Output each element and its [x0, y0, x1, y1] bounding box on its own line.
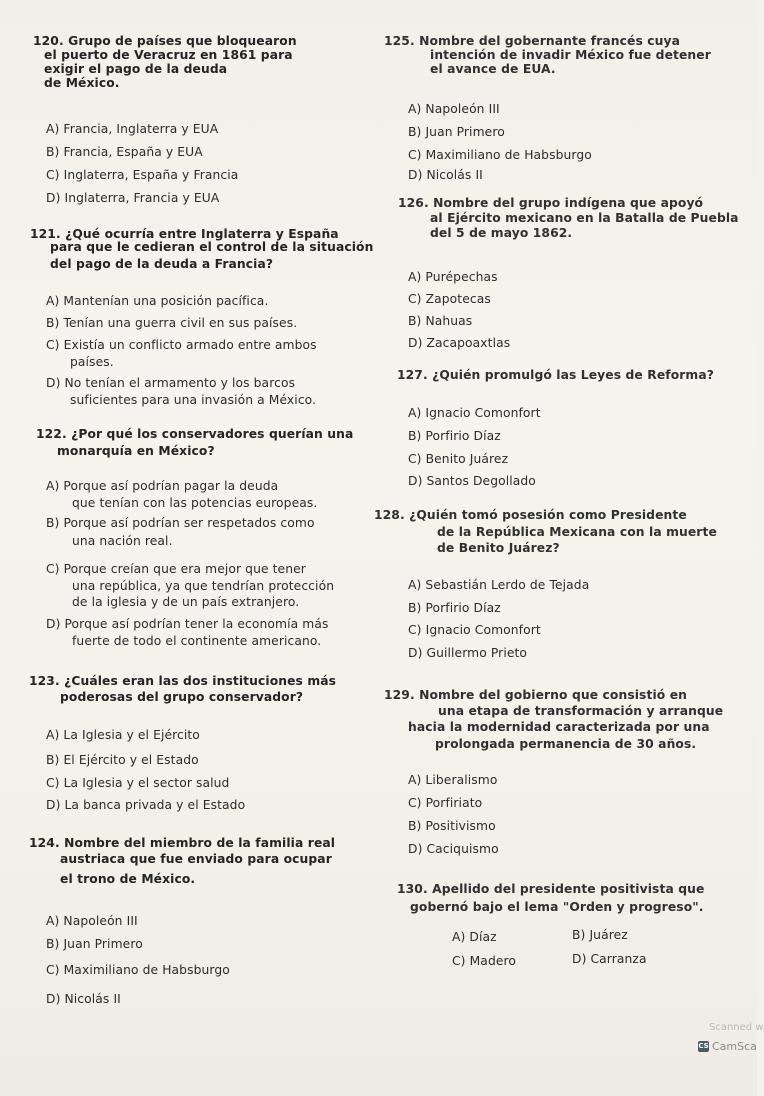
question-125-option-b: B) Juan Primero — [408, 125, 505, 139]
question-125-option-d: D) Nicolás II — [408, 168, 483, 182]
question-123-line-2: poderosas del grupo conservador? — [60, 690, 304, 704]
question-127-option-a: A) Ignacio Comonfort — [408, 406, 541, 420]
question-121-option-d-line-2: suficientes para una invasión a México. — [70, 393, 317, 407]
question-128-option-d: D) Guillermo Prieto — [408, 646, 528, 660]
question-121-option-a: A) Mantenían una posición pacífica. — [46, 294, 269, 308]
question-124-option-c: C) Maximiliano de Habsburgo — [46, 963, 230, 977]
question-130-option-c: C) Madero — [452, 954, 517, 968]
question-120-option-a: A) Francia, Inglaterra y EUA — [46, 122, 219, 136]
question-124-line-2: austriaca que fue enviado para ocupar — [60, 852, 332, 866]
scanned-watermark: Scanned w — [709, 1022, 764, 1033]
question-123-option-b: B) El Ejército y el Estado — [46, 753, 199, 767]
question-127-line-1: 127. ¿Quién promulgó las Leyes de Reforma? — [397, 368, 714, 382]
question-121-line-1: 121. ¿Qué ocurría entre Inglaterra y España — [30, 227, 339, 241]
question-128-line-1: 128. ¿Quién tomó posesión como Presidente — [374, 508, 687, 522]
question-125-line-1: 125. Nombre del gobernante francés cuya — [384, 34, 681, 48]
question-120-line-2: el puerto de Veracruz en 1861 para — [44, 48, 293, 62]
question-129-option-d: D) Caciquismo — [408, 842, 499, 856]
question-130-option-d: D) Carranza — [572, 952, 647, 966]
question-127-option-d: D) Santos Degollado — [408, 474, 536, 488]
question-128-line-2: de la República Mexicana con la muerte — [437, 525, 717, 539]
question-128-option-a: A) Sebastián Lerdo de Tejada — [408, 578, 590, 592]
question-124-line-1: 124. Nombre del miembro de la familia real — [29, 836, 336, 850]
question-122-line-1: 122. ¿Por qué los conservadores querían una — [36, 427, 354, 441]
camscanner-logo-icon: CS — [698, 1042, 709, 1050]
question-121-option-b: B) Tenían una guerra civil en sus países. — [46, 316, 298, 330]
question-130-line-1: 130. Apellido del presidente positivista que — [397, 882, 705, 896]
question-130-option-b: B) Juárez — [572, 928, 628, 942]
question-128-option-b: B) Porfirio Díaz — [408, 601, 501, 615]
question-124-option-d: D) Nicolás II — [46, 992, 121, 1006]
question-124-option-b: B) Juan Primero — [46, 937, 143, 951]
question-128-line-3: de Benito Juárez? — [437, 541, 560, 555]
question-129-line-1: 129. Nombre del gobierno que consistió en — [384, 688, 687, 702]
question-123-option-d: D) La banca privada y el Estado — [46, 798, 246, 812]
question-129-option-c: C) Porfiriato — [408, 796, 483, 810]
question-126-line-1: 126. Nombre del grupo indígena que apoyó — [398, 196, 704, 210]
question-125-line-3: el avance de EUA. — [430, 62, 556, 76]
question-125-option-a: A) Napoleón III — [408, 102, 500, 116]
question-125-option-c: C) Maximiliano de Habsburgo — [408, 148, 592, 162]
question-120-line-3: exigir el pago de la deuda — [44, 62, 228, 76]
question-129-line-3: hacia la modernidad caracterizada por una — [408, 720, 710, 734]
question-120-option-d: D) Inglaterra, Francia y EUA — [46, 191, 220, 205]
question-123-line-1: 123. ¿Cuáles eran las dos instituciones más — [29, 674, 337, 688]
question-120-option-b: B) Francia, España y EUA — [46, 145, 203, 159]
question-121-option-c-line-1: C) Existía un conflicto armado entre ambos — [46, 338, 317, 352]
question-120-option-c: C) Inglaterra, España y Francia — [46, 168, 239, 182]
question-121-line-3: del pago de la deuda a Francia? — [50, 257, 274, 271]
question-129-line-4: prolongada permanencia de 30 años. — [435, 737, 697, 751]
question-127-option-b: B) Porfirio Díaz — [408, 429, 501, 443]
question-129-line-2: una etapa de transformación y arranque — [438, 704, 724, 718]
question-122-option-d-line-2: fuerte de todo el continente americano. — [72, 634, 322, 648]
question-124-line-3: el trono de México. — [60, 872, 196, 886]
question-122-option-d-line-1: D) Porque así podrían tener la economía más — [46, 617, 329, 631]
question-126-option-c: C) Zapotecas — [408, 292, 491, 306]
question-130-option-a: A) Díaz — [452, 930, 497, 944]
question-122-line-2: monarquía en México? — [57, 444, 215, 458]
question-126-line-3: del 5 de mayo 1862. — [430, 226, 573, 240]
question-122-option-c-line-3: de la iglesia y de un país extranjero. — [72, 595, 300, 609]
question-121-line-2: para que le cedieran el control de la situación — [50, 240, 374, 254]
question-123-option-c: C) La Iglesia y el sector salud — [46, 776, 230, 790]
question-123-option-a: A) La Iglesia y el Ejército — [46, 728, 200, 742]
question-127-option-c: C) Benito Juárez — [408, 452, 509, 466]
question-122-option-a-line-2: que tenían con las potencias europeas. — [72, 496, 318, 510]
question-129-option-b: B) Positivismo — [408, 819, 496, 833]
question-122-option-c-line-2: una república, ya que tendrían protección — [72, 579, 335, 593]
question-126-option-b: B) Nahuas — [408, 314, 473, 328]
question-122-option-b-line-1: B) Porque así podrían ser respetados como — [46, 516, 315, 530]
question-120-line-4: de México. — [44, 76, 120, 90]
question-128-option-c: C) Ignacio Comonfort — [408, 623, 541, 637]
camscanner-watermark — [698, 1040, 757, 1053]
question-130-line-2: gobernó bajo el lema "Orden y progreso". — [410, 900, 704, 914]
question-126-line-2: al Ejército mexicano en la Batalla de Puebla — [430, 211, 739, 225]
question-120-line-1: 120. Grupo de países que bloquearon — [33, 34, 297, 48]
question-121-option-c-line-2: países. — [70, 355, 114, 369]
camscanner-text: CamSca — [712, 1040, 757, 1053]
question-122-option-c-line-1: C) Porque creían que era mejor que tener — [46, 562, 306, 576]
question-126-option-a: A) Purépechas — [408, 270, 498, 284]
question-129-option-a: A) Liberalismo — [408, 773, 498, 787]
question-121-option-d-line-1: D) No tenían el armamento y los barcos — [46, 376, 296, 390]
question-124-option-a: A) Napoleón III — [46, 914, 138, 928]
question-122-option-a-line-1: A) Porque así podrían pagar la deuda — [46, 479, 279, 493]
question-126-option-d: D) Zacapoaxtlas — [408, 336, 511, 350]
question-122-option-b-line-2: una nación real. — [72, 534, 173, 548]
question-125-line-2: intención de invadir México fue detener — [430, 48, 711, 62]
